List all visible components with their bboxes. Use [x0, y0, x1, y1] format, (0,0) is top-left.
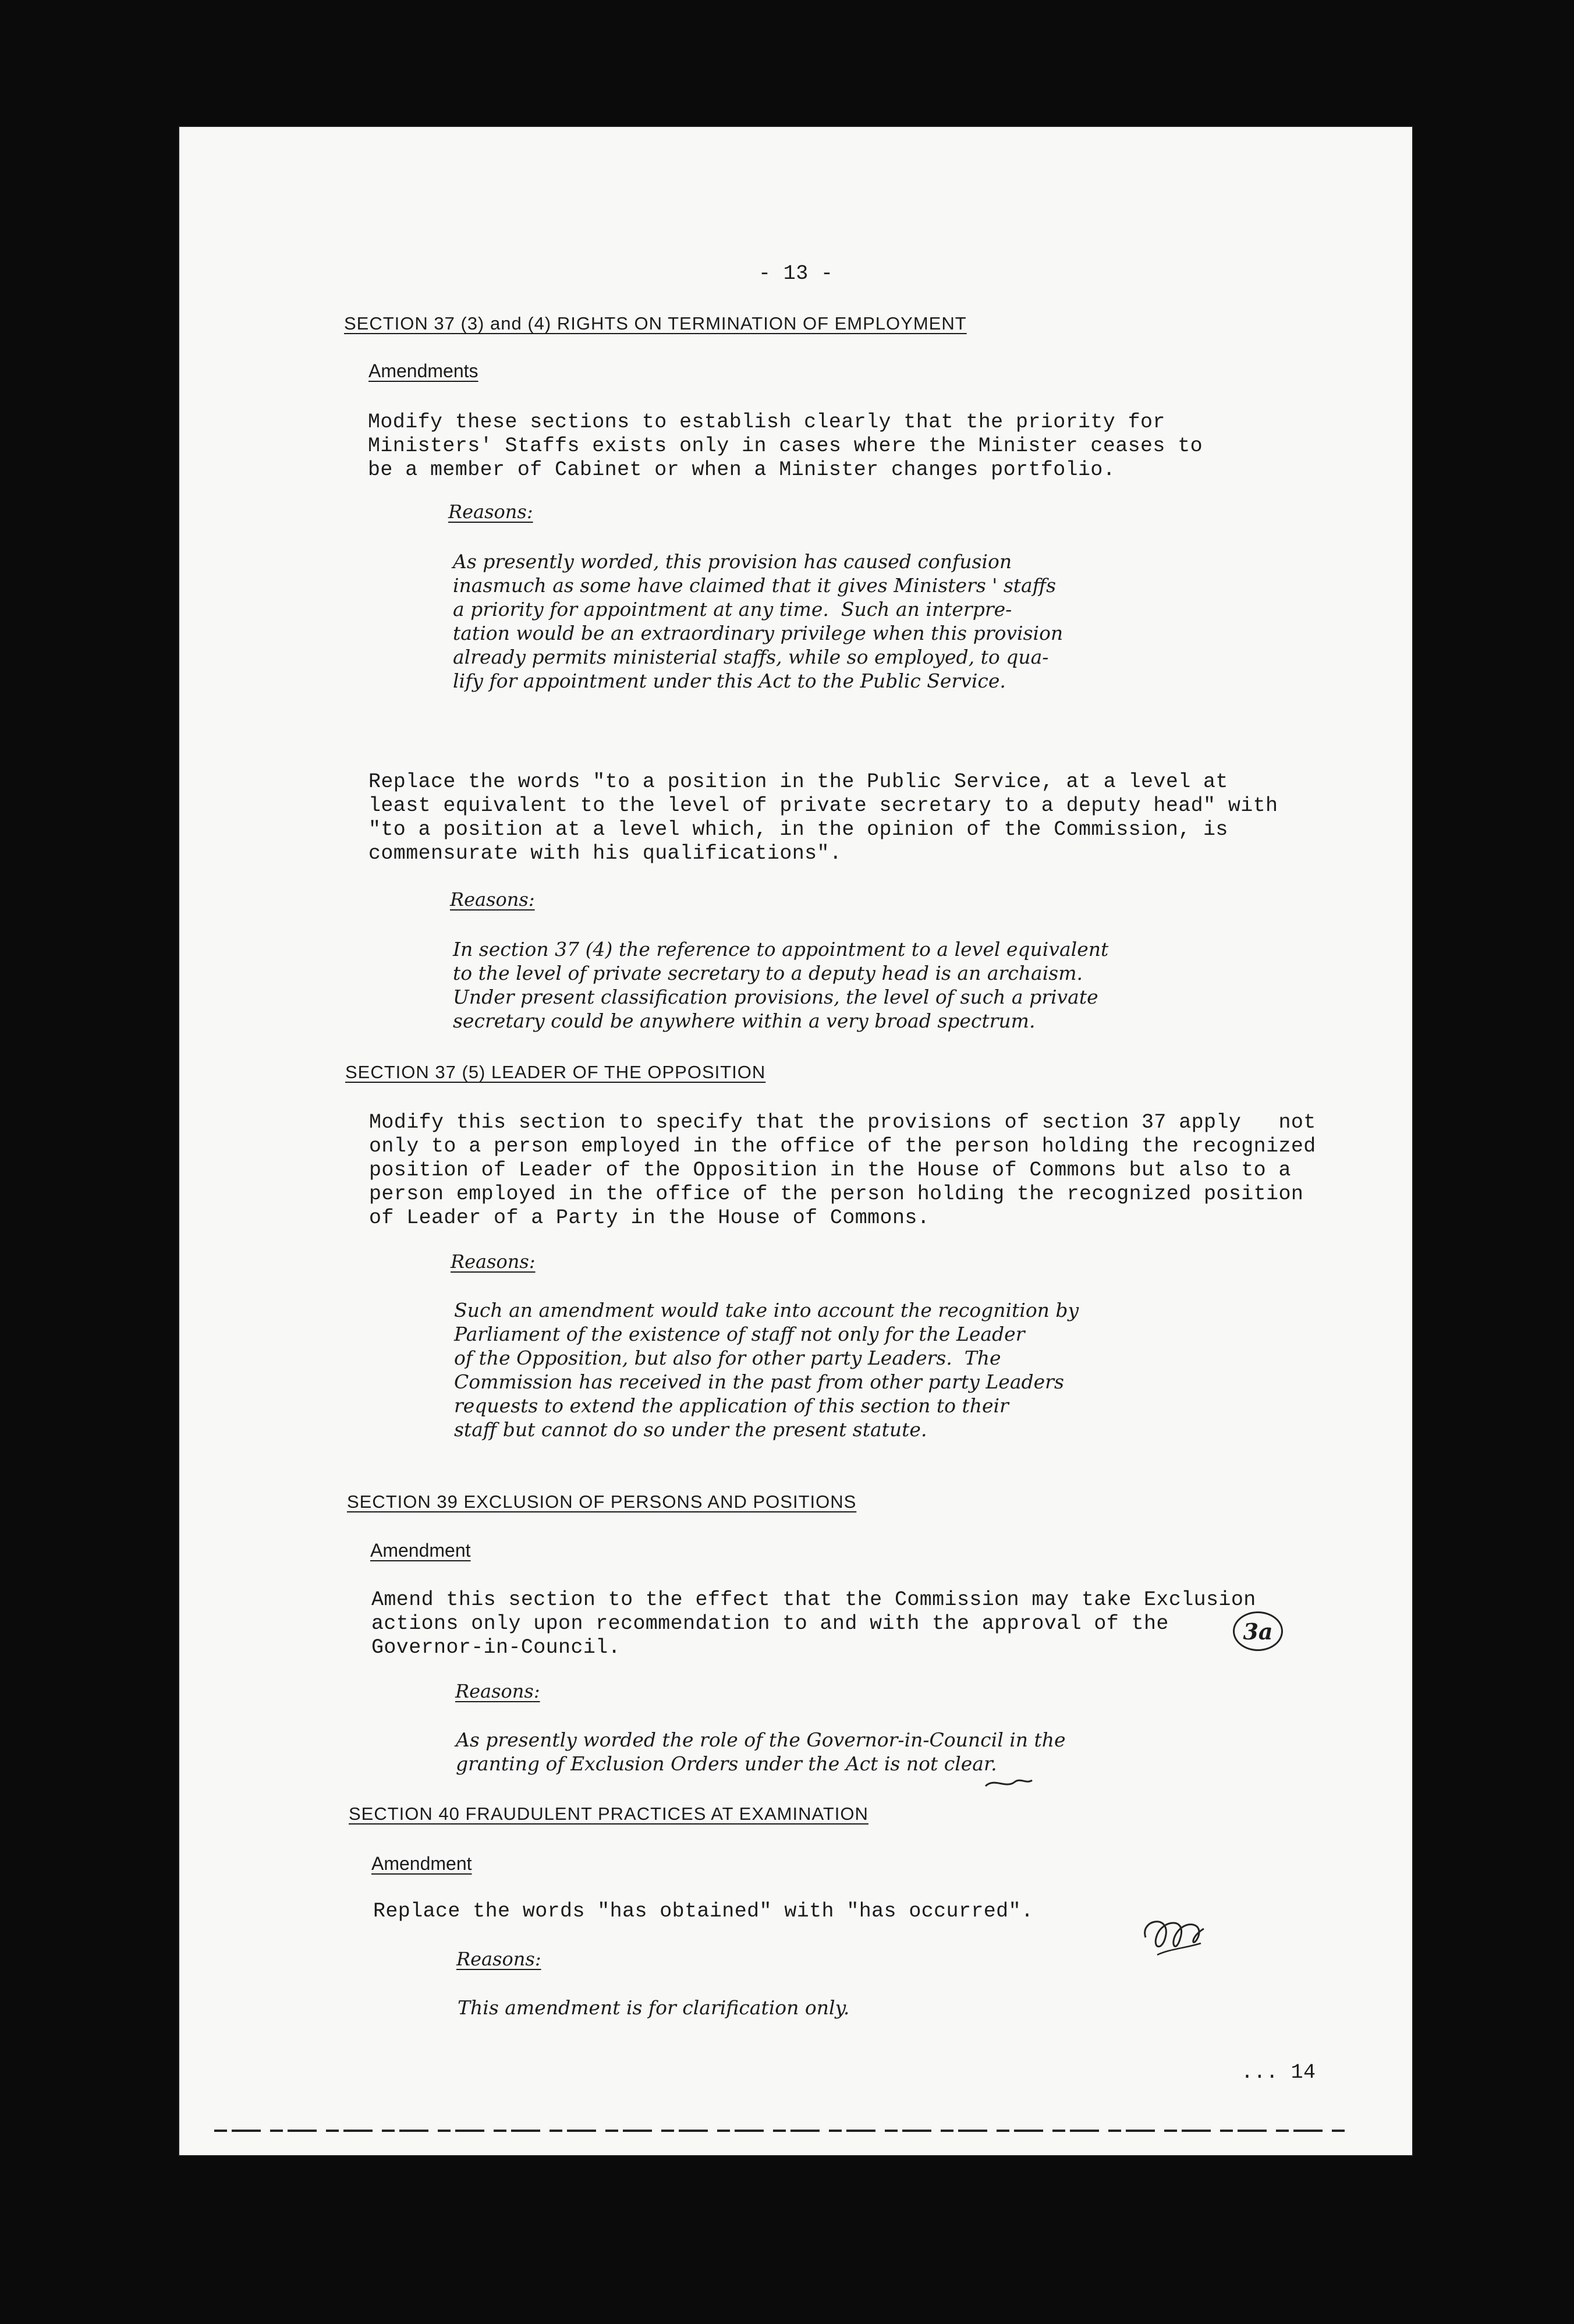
page-number: - 13 - [758, 262, 834, 285]
reasons-label: Reasons: [455, 1680, 540, 1702]
subheading: Amendment [370, 1540, 471, 1561]
amendment-paragraph: Replace the words "has obtained" with "has occurred". [373, 1900, 1034, 1923]
reasons-paragraph: This amendment is for clarification only. [458, 1996, 850, 2019]
amendment-paragraph: Modify these sections to establish clearly that the priority for Ministers' Staffs exists only in cases where the Minister ceases to be a member of Cabinet or when a Minister changes portfolio. [368, 410, 1203, 481]
subheading: Amendments [368, 360, 478, 381]
amendment-paragraph: Amend this section to the effect that the Commission may take Exclusion actions only upon recommendation to and with the approval of the Governor-in-Council. [371, 1588, 1256, 1659]
section-heading: SECTION 37 (5) LEADER OF THE OPPOSITION [345, 1062, 766, 1082]
reasons-label: Reasons: [448, 501, 533, 523]
reasons-paragraph: As presently worded the role of the Governor-in-Council in the granting of Exclusion Orders under the Act is not clear. [456, 1728, 1066, 1775]
section-heading: SECTION 40 FRAUDULENT PRACTICES AT EXAMINATION [349, 1804, 868, 1824]
margin-annotation: 3a [1233, 1611, 1283, 1651]
amendment-paragraph: Modify this section to specify that the provisions of section 37 apply not only to a person employed in the office of the person holding the recognized position of Leader of the Opposition in the House of Commons but also to a person employed in the office of the person holding the recognized position of Leader of a Party in the House of Commons. [369, 1111, 1316, 1230]
subheading: Amendment [371, 1853, 472, 1874]
handwritten-initials [1134, 1903, 1221, 1967]
page-bottom-rule [214, 2130, 1349, 2132]
amendment-paragraph: Replace the words "to a position in the Public Service, at a level at least equivalent to the level of private secretary to a deputy head" with "to a position at a level which, in the opinion of the Commission, is commensurate with his qualifications". [368, 770, 1278, 865]
reasons-paragraph: As presently worded, this provision has caused confusion inasmuch as some have claimed that it gives Ministers ' staffs a priority for appointment at any time. Such an interpre- tation would be an extraordinary privilege when this provision already permits ministerial staffs, while so employed, to qua- lify for appointment under this Act to the Public Service. [453, 550, 1063, 692]
reasons-label: Reasons: [456, 1948, 541, 1970]
reasons-paragraph: Such an amendment would take into account the recognition by Parliament of the existence of staff not only for the Leader of the Opposition, but also for other party Leaders. The Commission has received in the past from other party Leaders requests to extend the application of this section to their staff but cannot do so under the present statute. [454, 1299, 1079, 1441]
section-heading: SECTION 37 (3) and (4) RIGHTS ON TERMINATION OF EMPLOYMENT [344, 313, 967, 334]
continuation-marker: ... 14 [1241, 2061, 1316, 2084]
section-heading: SECTION 39 EXCLUSION OF PERSONS AND POSITIONS [347, 1492, 857, 1512]
document-page [179, 127, 1412, 2155]
ink-mark [983, 1772, 1035, 1795]
reasons-label: Reasons: [450, 888, 535, 911]
reasons-paragraph: In section 37 (4) the reference to appointment to a level equivalent to the level of private secretary to a deputy head is an archaism. Under present classification provisions, the level of such a private secretary could be anywhere within a very broad spectrum. [453, 938, 1109, 1032]
reasons-label: Reasons: [451, 1250, 536, 1273]
